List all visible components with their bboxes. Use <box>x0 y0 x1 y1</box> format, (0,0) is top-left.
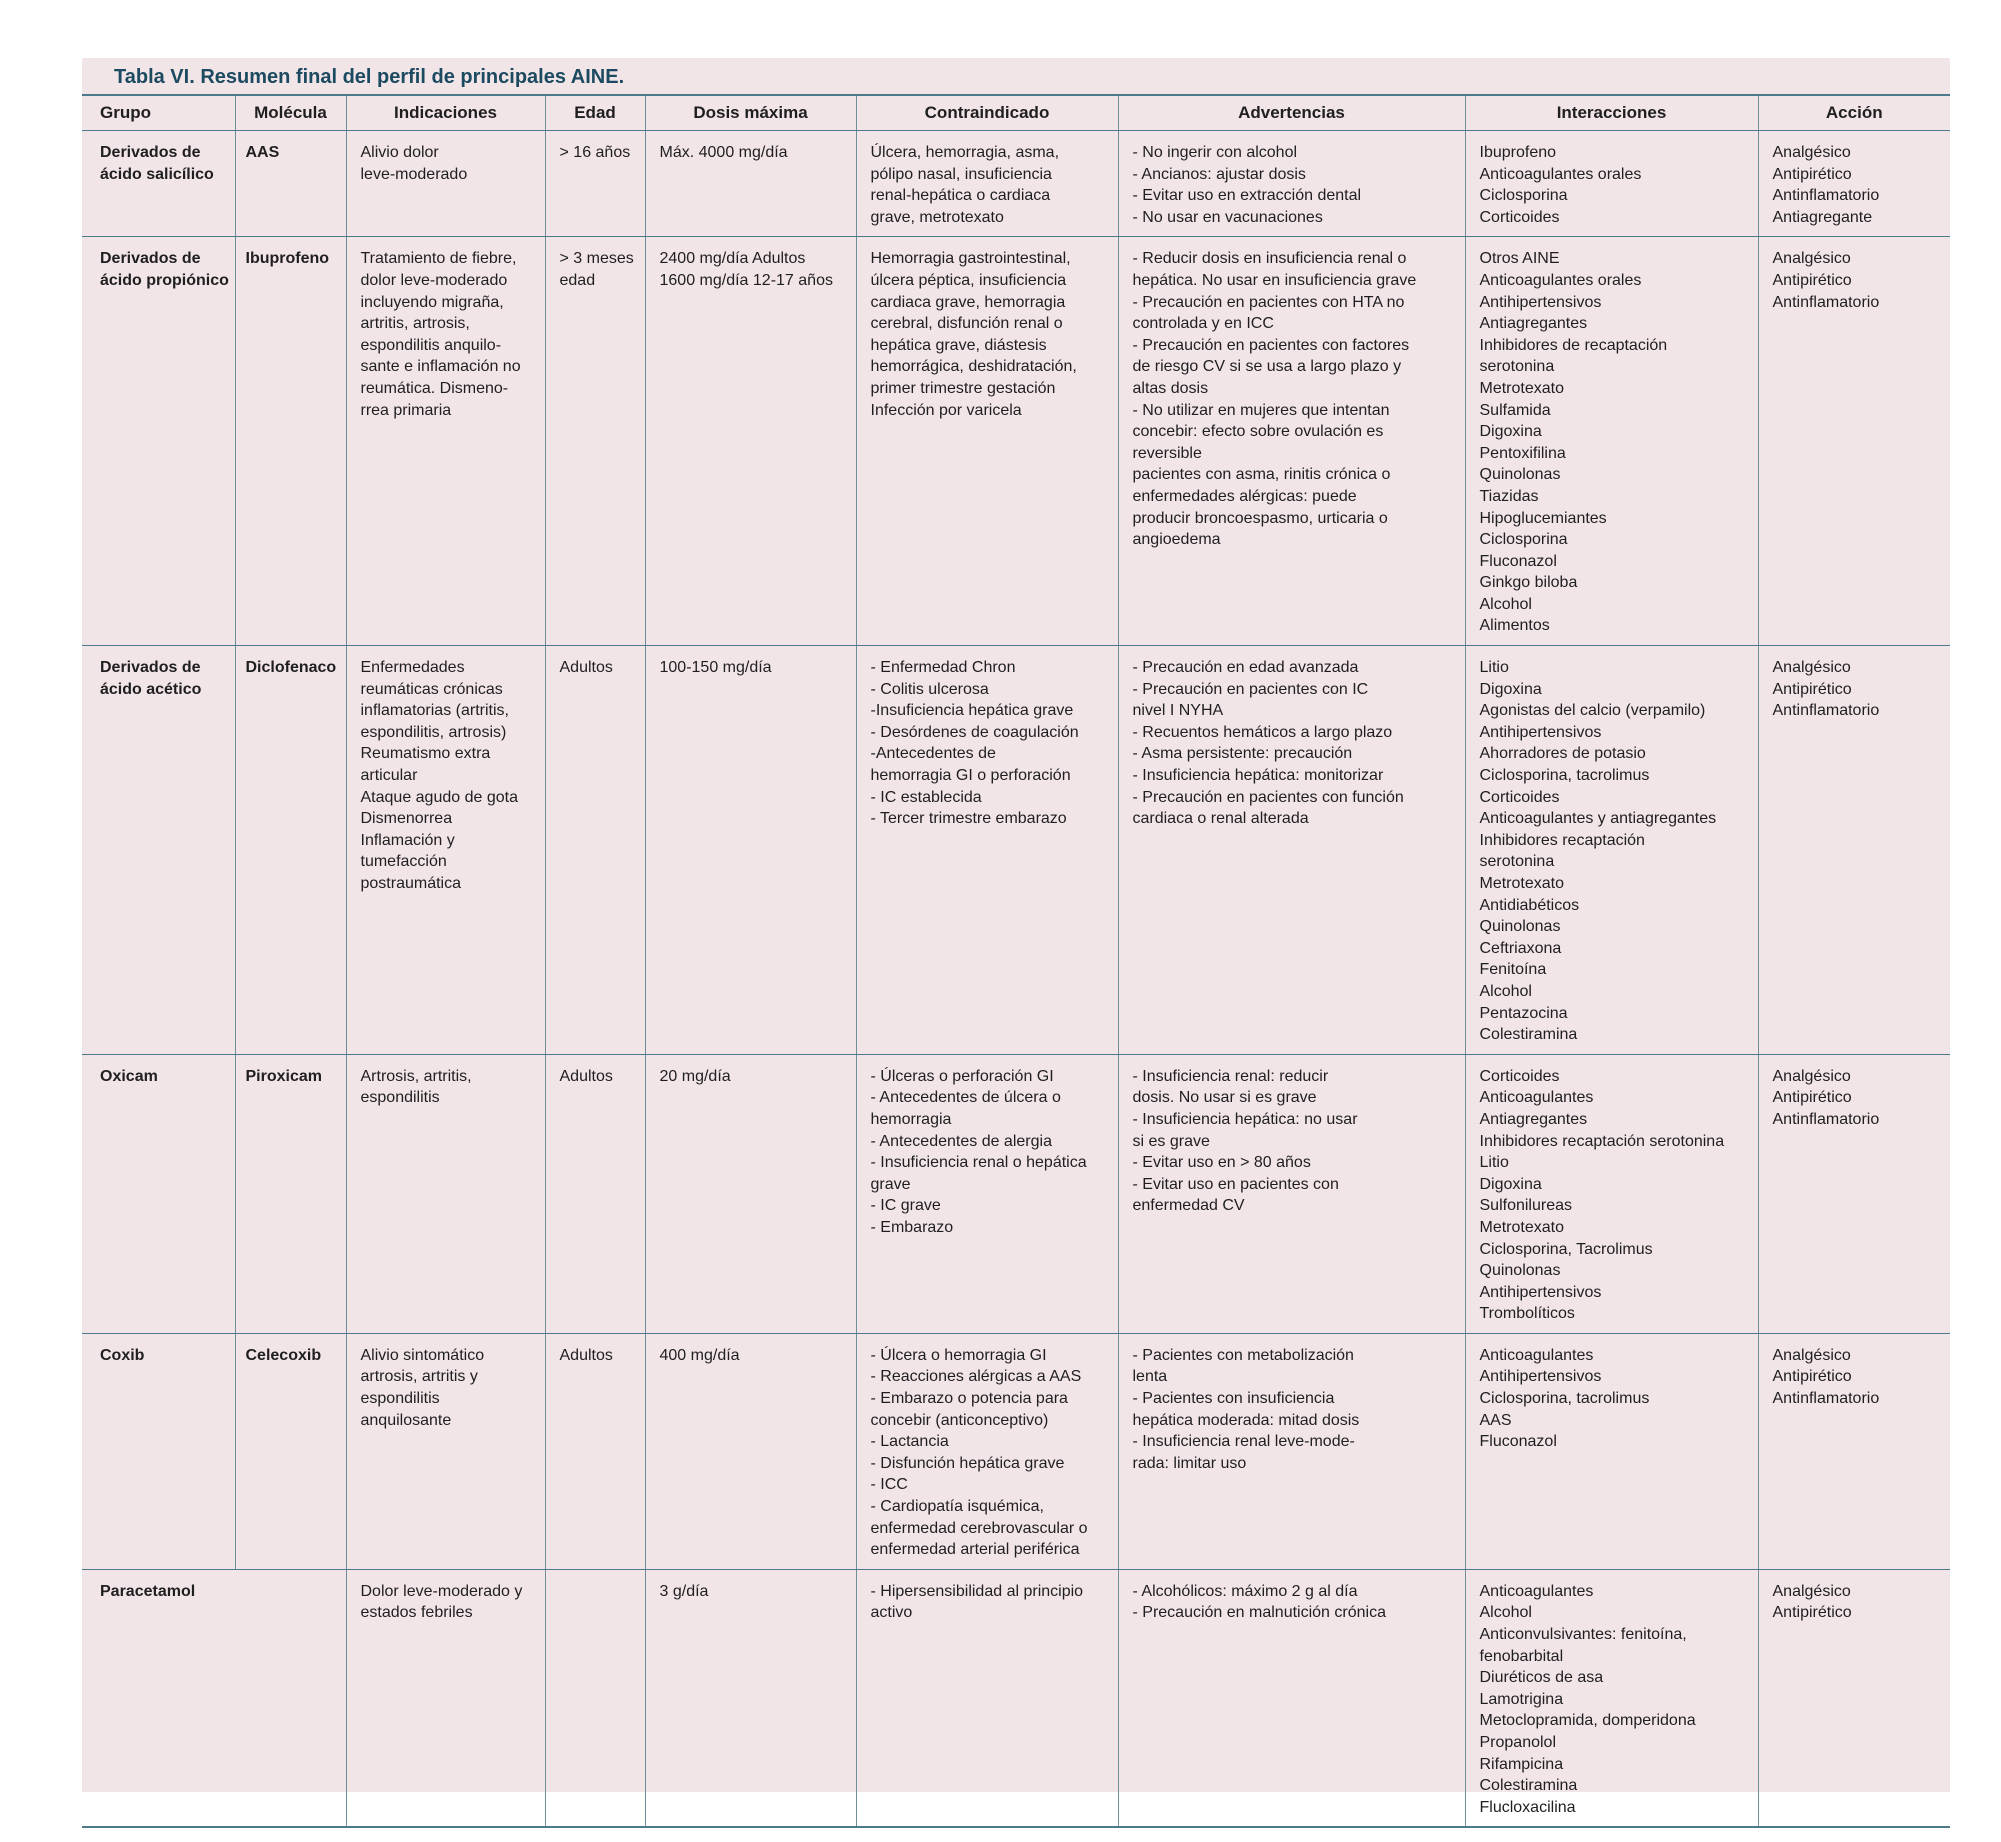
cell-line: espondilitis <box>360 1390 440 1408</box>
cell-contraindicado <box>856 131 1118 237</box>
cell-line: - Precaución en pacientes con HTA no <box>1132 293 1405 311</box>
cell-line: Antihipertensivos <box>1479 1283 1602 1301</box>
cell-line: Ahorradores de potasio <box>1479 745 1646 763</box>
cell-line: Corticoides <box>1479 788 1560 806</box>
cell-edad <box>545 1333 645 1569</box>
cell-line: - Tercer trimestre embarazo <box>870 810 1067 828</box>
cell-line: concebir: efecto sobre ovulación es <box>1132 423 1384 441</box>
cell-line: controlada y en ICC <box>1132 315 1274 333</box>
cell-line: - Antecedentes de alergia <box>870 1132 1052 1150</box>
cell-line: Anticoagulantes orales <box>1479 165 1642 183</box>
cell-line: Hemorragia gastrointestinal, <box>870 250 1071 268</box>
cell-line: AAS <box>245 144 280 161</box>
cell-line: - Insuficiencia renal leve-mode- <box>1132 1433 1355 1451</box>
cell-line: artrosis, artritis y <box>360 1368 478 1386</box>
cell-line: - Insuficiencia hepática: no usar <box>1132 1110 1358 1128</box>
cell-line: Colestiramina <box>1479 1026 1578 1044</box>
cell-line: Sulfamida <box>1479 401 1551 419</box>
cell-edad <box>545 646 645 1055</box>
cell-line: Adultos <box>559 1346 613 1364</box>
cell-dosis <box>645 1054 856 1333</box>
cell-line: - Colitis ulcerosa <box>870 680 989 698</box>
table-row <box>82 1569 1950 1827</box>
cell-line: Inhibidores recaptación serotonina <box>1479 1132 1725 1150</box>
cell-line: Celecoxib <box>245 1346 322 1364</box>
cell-line: - Desórdenes de coagulación <box>870 723 1079 741</box>
cell-line: Derivados de <box>100 250 201 268</box>
cell-line: Antihipertensivos <box>1479 293 1602 311</box>
cell-line: Ciclosporina, tacrolimus <box>1479 1390 1650 1408</box>
cell-contraindicado <box>856 237 1118 646</box>
cell-line: - Pacientes con metabolización <box>1132 1346 1354 1364</box>
cell-line: Analgésico <box>1772 144 1851 161</box>
cell-line: Rifampicina <box>1479 1755 1564 1773</box>
header-row <box>82 95 1950 131</box>
cell-line: Antipirético <box>1772 165 1852 183</box>
cell-line: Derivados de <box>100 659 201 677</box>
cell-line: Máx. 4000 mg/día <box>659 144 788 161</box>
cell-line: - Disfunción hepática grave <box>870 1454 1065 1472</box>
cell-line: - Recuentos hemáticos a largo plazo <box>1132 723 1393 741</box>
cell-line: concebir (anticonceptivo) <box>870 1411 1049 1429</box>
cell-line: - Insuficiencia renal: reducir <box>1132 1067 1329 1085</box>
cell-contraindicado <box>856 646 1118 1055</box>
cell-molecula <box>235 237 346 646</box>
table-row <box>82 237 1950 646</box>
cell-line: - Precaución en pacientes con factores <box>1132 336 1410 354</box>
cell-line: Antipirético <box>1772 680 1852 698</box>
cell-line: Hipoglucemiantes <box>1479 509 1607 527</box>
cell-line: Úlcera, hemorragia, asma, <box>870 144 1060 161</box>
cell-line: Adultos <box>559 659 613 677</box>
cell-line: Analgésico <box>1772 1582 1851 1600</box>
cell-line: - Evitar uso en pacientes con <box>1132 1175 1339 1193</box>
cell-line: hemorrágica, deshidratación, <box>870 358 1077 376</box>
cell-line: espondilitis, artrosis) <box>360 723 507 741</box>
cell-line: - Reducir dosis en insuficiencia renal o <box>1132 250 1407 268</box>
cell-line: grave <box>870 1175 911 1193</box>
cell-indicaciones <box>346 1054 545 1333</box>
cell-line: grave, metrotexato <box>870 208 1004 226</box>
cell-advertencias <box>1118 1333 1465 1569</box>
cell-line: Antiagregante <box>1772 208 1873 226</box>
cell-accion <box>1758 237 1950 646</box>
cell-line: tumefacción <box>360 853 447 871</box>
cell-line: espondilitis anquilo- <box>360 336 502 354</box>
cell-line: rada: limitar uso <box>1132 1454 1247 1472</box>
cell-line: - Evitar uso en > 80 años <box>1132 1154 1311 1172</box>
table-row <box>82 646 1950 1055</box>
cell-line: Ciclosporina <box>1479 531 1568 549</box>
cell-line: Ciclosporina, Tacrolimus <box>1479 1240 1653 1258</box>
cell-line: Anticoagulantes orales <box>1479 271 1642 289</box>
cell-line: Ceftriaxona <box>1479 939 1562 957</box>
cell-line: Ciclosporina <box>1479 187 1568 205</box>
cell-line: Piroxicam <box>245 1067 322 1085</box>
cell-line: Otros AINE <box>1479 250 1560 268</box>
cell-grupo <box>82 1333 235 1569</box>
cell-line: Metoclopramida, domperidona <box>1479 1712 1696 1730</box>
cell-line: Anticoagulantes <box>1479 1089 1594 1107</box>
cell-line: anquilosante <box>360 1411 452 1429</box>
cell-line: Antipirético <box>1772 1089 1852 1107</box>
cell-line: Analgésico <box>1772 1067 1851 1085</box>
cell-line: Infección por varicela <box>870 401 1022 419</box>
cell-edad <box>545 237 645 646</box>
cell-advertencias <box>1118 131 1465 237</box>
cell-line: Anticoagulantes y antiagregantes <box>1479 810 1717 828</box>
cell-line: enfermedades alérgicas: puede <box>1132 487 1357 505</box>
cell-line: Antidiabéticos <box>1479 896 1580 914</box>
cell-line: 2400 mg/día Adultos <box>659 250 806 268</box>
cell-dosis <box>645 237 856 646</box>
cell-line: - Lactancia <box>870 1433 949 1451</box>
cell-line: Fluconazol <box>1479 552 1557 570</box>
cell-line: - Embarazo o potencia para <box>870 1390 1068 1408</box>
cell-line: Ciclosporina, tacrolimus <box>1479 767 1650 785</box>
cell-line: si es grave <box>1132 1132 1210 1150</box>
cell-line: Metrotexato <box>1479 875 1564 892</box>
cell-line: - Precaución en edad avanzada <box>1132 659 1359 677</box>
cell-line: Alivio sintomático <box>360 1346 485 1364</box>
cell-line: hemorragia GI o perforación <box>870 767 1071 785</box>
cell-dosis <box>645 646 856 1055</box>
cell-line: Ginkgo biloba <box>1479 574 1578 592</box>
cell-line: 3 g/día <box>659 1582 709 1600</box>
cell-line: Propanolol <box>1479 1733 1556 1751</box>
cell-line: Antipirético <box>1772 1604 1852 1622</box>
table-row <box>82 1054 1950 1333</box>
cell-line: Antiagregantes <box>1479 1110 1588 1128</box>
table-body <box>82 131 1950 1828</box>
cell-molecula <box>235 131 346 237</box>
cell-dosis <box>645 1333 856 1569</box>
cell-line: Alimentos <box>1479 617 1550 635</box>
cell-line: Dismenorrea <box>360 810 453 828</box>
cell-line: - IC grave <box>870 1197 941 1215</box>
cell-line: serotonina <box>1479 358 1555 376</box>
cell-line: Inhibidores de recaptación <box>1479 336 1668 354</box>
cell-line: - Cardiopatía isquémica, <box>870 1498 1044 1516</box>
cell-line: -Insuficiencia hepática grave <box>870 702 1074 720</box>
cell-line: Dolor leve-moderado y <box>360 1582 523 1600</box>
cell-line: Anticonvulsivantes: fenitoína, <box>1479 1626 1687 1643</box>
cell-molecula <box>235 646 346 1055</box>
cell-line: úlcera péptica, insuficiencia <box>870 271 1067 289</box>
cell-grupo <box>82 1569 346 1827</box>
cell-line: pólipo nasal, insuficiencia <box>870 165 1052 183</box>
cell-line: cardiaca o renal alterada <box>1132 810 1309 828</box>
cell-line: Trombolíticos <box>1479 1305 1575 1323</box>
cell-line: > 16 años <box>559 144 631 161</box>
header-dosis: Dosis máxima <box>645 95 856 131</box>
cell-line: Quinolonas <box>1479 918 1561 936</box>
cell-line: Enfermedades <box>360 659 465 677</box>
cell-line: Alcohol <box>1479 1604 1532 1622</box>
cell-line: Tiazidas <box>1479 487 1539 505</box>
cell-line: estados febriles <box>360 1604 473 1622</box>
cell-line: > 3 meses <box>559 250 634 268</box>
cell-interacciones <box>1465 1054 1758 1333</box>
cell-contraindicado <box>856 1054 1118 1333</box>
cell-line: articular <box>360 767 418 785</box>
cell-line: - Úlceras o perforación GI <box>870 1067 1054 1085</box>
cell-line: Quinolonas <box>1479 1262 1561 1280</box>
cell-line: sante e inflamación no <box>360 358 521 376</box>
cell-accion <box>1758 1333 1950 1569</box>
cell-dosis <box>645 1569 856 1827</box>
cell-line: fenobarbital <box>1479 1647 1564 1665</box>
cell-line: Ibuprofeno <box>1479 144 1557 161</box>
cell-line: - Embarazo <box>870 1218 954 1236</box>
cell-line: - Enfermedad Chron <box>870 659 1016 677</box>
cell-line: Analgésico <box>1772 659 1851 677</box>
cell-line: activo <box>870 1604 913 1622</box>
cell-line: AAS <box>1479 1411 1512 1429</box>
cell-line: Antihipertensivos <box>1479 1368 1602 1386</box>
cell-line: - Insuficiencia hepática: monitorizar <box>1132 767 1384 785</box>
cell-line: Alivio dolor <box>360 144 439 161</box>
cell-line: Agonistas del calcio (verpamilo) <box>1479 702 1706 720</box>
cell-line: Litio <box>1479 1154 1509 1172</box>
cell-line: Corticoides <box>1479 1067 1560 1085</box>
cell-indicaciones <box>346 131 545 237</box>
cell-line: enfermedad arterial periférica <box>870 1541 1080 1559</box>
cell-line: 20 mg/día <box>659 1067 731 1085</box>
cell-line: - Hipersensibilidad al principio <box>870 1582 1084 1600</box>
table-row <box>82 1333 1950 1569</box>
cell-line: Alcohol <box>1479 982 1532 1000</box>
cell-edad <box>545 1054 645 1333</box>
cell-line: cardiaca grave, hemorragia <box>870 293 1066 311</box>
cell-advertencias <box>1118 237 1465 646</box>
cell-grupo <box>82 1054 235 1333</box>
cell-grupo <box>82 646 235 1055</box>
cell-line: -Antecedentes de <box>870 745 996 763</box>
cell-dosis <box>645 131 856 237</box>
cell-line: 1600 mg/día 12-17 años <box>659 271 833 289</box>
cell-line: Quinolonas <box>1479 466 1561 484</box>
cell-indicaciones <box>346 1569 545 1827</box>
cell-line: Corticoides <box>1479 208 1560 226</box>
cell-line: nivel I NYHA <box>1132 702 1224 720</box>
cell-line: Adultos <box>559 1067 613 1085</box>
cell-line: - Reacciones alérgicas a AAS <box>870 1368 1082 1386</box>
cell-line: hepática moderada: mitad dosis <box>1132 1411 1360 1429</box>
cell-line: Metrotexato <box>1479 1218 1564 1236</box>
cell-line: Ataque agudo de gota <box>360 788 518 806</box>
cell-line: Tratamiento de fiebre, <box>360 250 517 268</box>
cell-line: Alcohol <box>1479 595 1532 613</box>
cell-line: Artrosis, artritis, <box>360 1067 472 1085</box>
cell-line: Anticoagulantes <box>1479 1582 1594 1600</box>
cell-line: ácido acético <box>100 680 202 698</box>
header-indicaciones: Indicaciones <box>346 95 545 131</box>
cell-line: - Úlcera o hemorragia GI <box>870 1346 1047 1364</box>
cell-accion <box>1758 1569 1950 1827</box>
cell-line: - No ingerir con alcohol <box>1132 144 1298 161</box>
cell-line: Antihipertensivos <box>1479 723 1602 741</box>
cell-line: reumática. Dismeno- <box>360 379 509 397</box>
cell-edad <box>545 131 645 237</box>
cell-line: dosis. No usar si es grave <box>1132 1089 1317 1107</box>
cell-line: de riesgo CV si se usa a largo plazo y <box>1132 358 1402 376</box>
header-grupo: Grupo <box>82 95 235 131</box>
cell-molecula <box>235 1333 346 1569</box>
cell-line: - Asma persistente: precaución <box>1132 745 1353 763</box>
cell-line: - IC establecida <box>870 788 982 806</box>
cell-line: espondilitis <box>360 1089 440 1107</box>
cell-line: ácido salicílico <box>100 165 214 183</box>
cell-line: postraumática <box>360 875 461 892</box>
cell-line: incluyendo migraña, <box>360 293 504 311</box>
cell-line: Paracetamol <box>100 1582 196 1600</box>
cell-line: Fluconazol <box>1479 1433 1557 1451</box>
cell-line: Digoxina <box>1479 1175 1542 1193</box>
table-title: Tabla VI. Resumen final del perfil de principales AINE. <box>114 66 625 88</box>
cell-advertencias <box>1118 1569 1465 1827</box>
cell-line: Pentazocina <box>1479 1004 1568 1022</box>
nsaid-summary-table <box>82 94 1950 1828</box>
cell-edad <box>545 1569 645 1827</box>
cell-line: dolor leve-moderado <box>360 271 508 289</box>
cell-line: artritis, artrosis, <box>360 315 470 333</box>
cell-line: 100-150 mg/día <box>659 659 772 677</box>
cell-line: Sulfonilureas <box>1479 1197 1572 1215</box>
header-interacciones: Interacciones <box>1465 95 1758 131</box>
cell-accion <box>1758 1054 1950 1333</box>
cell-line: Reumatismo extra <box>360 745 491 763</box>
cell-grupo <box>82 131 235 237</box>
cell-line: angioedema <box>1132 531 1221 549</box>
cell-line: Antinflamatorio <box>1772 1110 1880 1128</box>
cell-line: reumáticas crónicas <box>360 680 503 698</box>
cell-line: Antinflamatorio <box>1772 702 1880 720</box>
cell-contraindicado <box>856 1569 1118 1827</box>
cell-indicaciones <box>346 1333 545 1569</box>
cell-grupo <box>82 237 235 646</box>
cell-line: Antinflamatorio <box>1772 187 1880 205</box>
cell-line: Antiagregantes <box>1479 315 1588 333</box>
cell-line: Flucloxacilina <box>1479 1798 1576 1816</box>
cell-line: Antinflamatorio <box>1772 293 1880 311</box>
cell-line: Colestiramina <box>1479 1777 1578 1795</box>
cell-line: hepática. No usar en insuficiencia grave <box>1132 271 1417 289</box>
cell-interacciones <box>1465 237 1758 646</box>
cell-line: - Precaución en malnutición crónica <box>1132 1604 1386 1622</box>
cell-line: Antipirético <box>1772 271 1852 289</box>
cell-interacciones <box>1465 131 1758 237</box>
cell-indicaciones <box>346 237 545 646</box>
cell-line: Antipirético <box>1772 1368 1852 1386</box>
cell-accion <box>1758 646 1950 1055</box>
header-edad: Edad <box>545 95 645 131</box>
cell-line: Pentoxifilina <box>1479 444 1566 462</box>
cell-line: leve-moderado <box>360 165 468 183</box>
cell-line: Diuréticos de asa <box>1479 1669 1604 1687</box>
cell-contraindicado <box>856 1333 1118 1569</box>
cell-advertencias <box>1118 646 1465 1055</box>
cell-line: - ICC <box>870 1476 908 1494</box>
cell-line: inflamatorias (artritis, <box>360 702 509 720</box>
cell-line: Analgésico <box>1772 250 1851 268</box>
cell-line: - Pacientes con insuficiencia <box>1132 1390 1335 1408</box>
header-advertencias: Advertencias <box>1118 95 1465 131</box>
cell-line: rrea primaria <box>360 401 452 419</box>
cell-line: Ibuprofeno <box>245 250 330 268</box>
table-row <box>82 131 1950 237</box>
cell-line: cerebral, disfunción renal o <box>870 315 1063 333</box>
cell-line: pacientes con asma, rinitis crónica o <box>1132 466 1391 484</box>
cell-line: reversible <box>1132 444 1202 462</box>
cell-line: - Alcohólicos: máximo 2 g al día <box>1132 1582 1358 1600</box>
cell-accion <box>1758 131 1950 237</box>
cell-line: - No usar en vacunaciones <box>1132 208 1323 226</box>
cell-line: lenta <box>1132 1368 1168 1386</box>
cell-interacciones <box>1465 646 1758 1055</box>
cell-line: 400 mg/día <box>659 1346 740 1364</box>
header-accion: Acción <box>1758 95 1950 131</box>
cell-line: enfermedad cerebrovascular o <box>870 1519 1088 1537</box>
cell-line: Inhibidores recaptación <box>1479 831 1645 849</box>
cell-line: Diclofenaco <box>245 659 337 677</box>
cell-line: primer trimestre gestación <box>870 379 1056 397</box>
cell-line: renal-hepática o cardiaca <box>870 187 1051 205</box>
cell-line: - Insuficiencia renal o hepática <box>870 1154 1087 1172</box>
cell-interacciones <box>1465 1333 1758 1569</box>
cell-line: Digoxina <box>1479 423 1542 441</box>
cell-line: ácido propiónico <box>100 271 229 289</box>
cell-line: Oxicam <box>100 1067 158 1085</box>
cell-line: Digoxina <box>1479 680 1542 698</box>
cell-line: producir broncoespasmo, urticaria o <box>1132 509 1388 527</box>
cell-line: hepática grave, diástesis <box>870 336 1047 354</box>
cell-line: - Precaución en pacientes con IC <box>1132 680 1369 698</box>
cell-line: - Ancianos: ajustar dosis <box>1132 165 1306 183</box>
cell-line: altas dosis <box>1132 379 1209 397</box>
cell-line: Litio <box>1479 659 1509 677</box>
cell-line: Derivados de <box>100 144 201 161</box>
cell-line: Inflamación y <box>360 831 455 849</box>
cell-line: hemorragia <box>870 1110 952 1128</box>
cell-advertencias <box>1118 1054 1465 1333</box>
header-molecula: Molécula <box>235 95 346 131</box>
cell-line: - Precaución en pacientes con función <box>1132 788 1404 806</box>
cell-line: enfermedad CV <box>1132 1197 1245 1215</box>
cell-line: serotonina <box>1479 853 1555 871</box>
cell-line: Anticoagulantes <box>1479 1346 1594 1364</box>
cell-line: - Antecedentes de úlcera o <box>870 1089 1061 1107</box>
cell-line: Metrotexato <box>1479 379 1564 397</box>
cell-line: Coxib <box>100 1346 145 1364</box>
cell-line: Antinflamatorio <box>1772 1390 1880 1408</box>
cell-line: Lamotrigina <box>1479 1690 1564 1708</box>
cell-interacciones <box>1465 1569 1758 1827</box>
header-contraindicado: Contraindicado <box>856 95 1118 131</box>
cell-indicaciones <box>346 646 545 1055</box>
cell-line: Fenitoína <box>1479 961 1547 979</box>
cell-line: - Evitar uso en extracción dental <box>1132 187 1362 205</box>
cell-line: edad <box>559 271 596 289</box>
cell-line: Analgésico <box>1772 1346 1851 1364</box>
cell-molecula <box>235 1054 346 1333</box>
cell-line: - No utilizar en mujeres que intentan <box>1132 401 1390 419</box>
